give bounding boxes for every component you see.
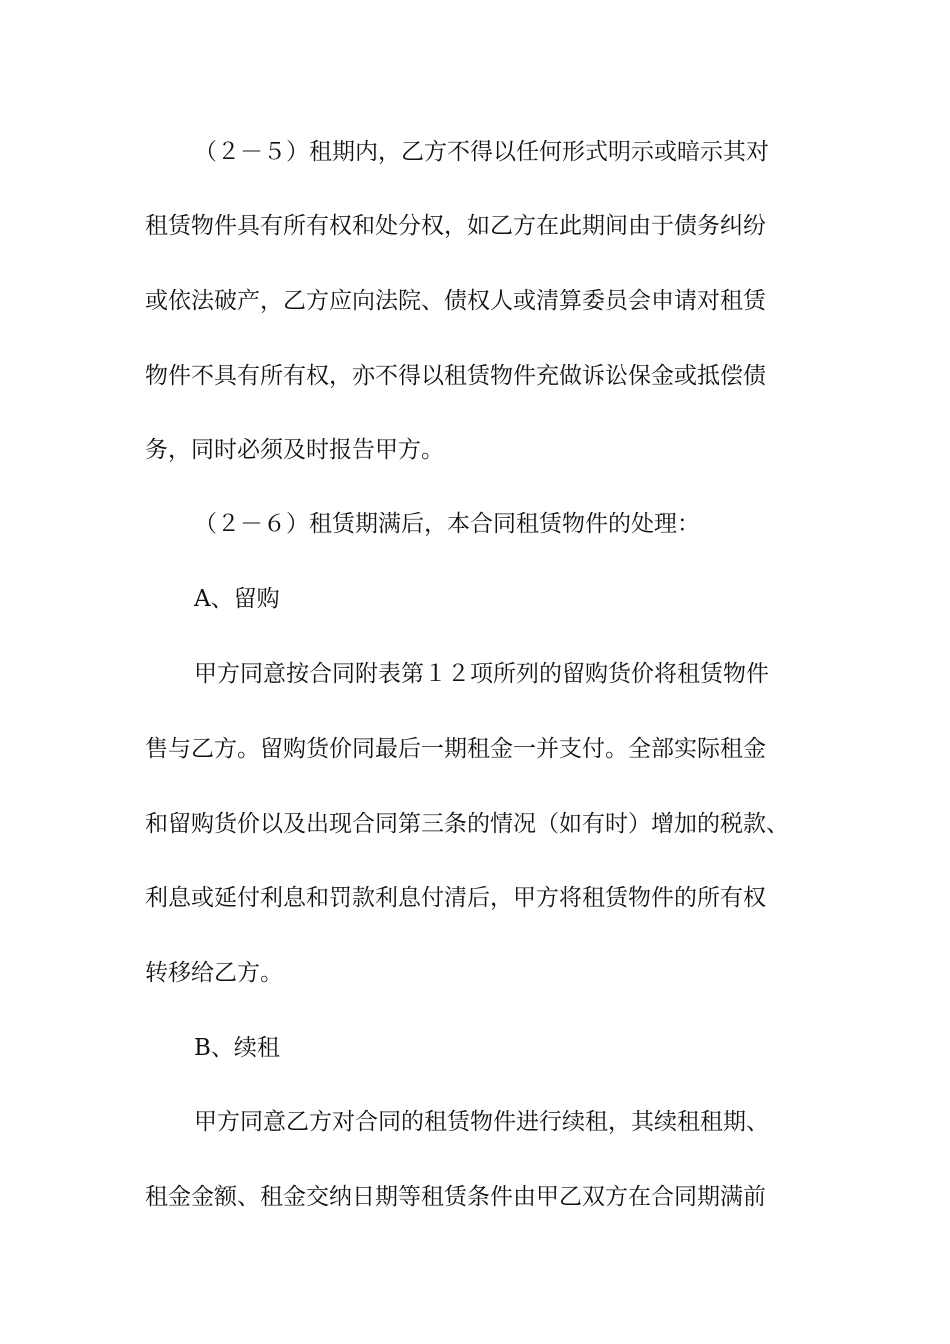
section-a-line-2: 售与乙方。留购货价同最后一期租金一并支付。全部实际租金 [145,736,766,762]
paragraph-2-6-heading: （２－６）租赁期满后，本合同租赁物件的处理： [194,511,700,537]
paragraph-2-5-line-3: 或依法破产，乙方应向法院、债权人或清算委员会申请对租赁 [145,288,766,314]
section-a-heading: A、留购 [194,586,280,612]
section-b-heading: B、续租 [194,1035,280,1061]
section-a-line-1: 甲方同意按合同附表第１２项所列的留购货价将租赁物件 [194,661,769,687]
paragraph-2-5-line-1: （２－５）租期内，乙方不得以任何形式明示或暗示其对 [194,139,769,165]
section-a-line-4: 利息或延付利息和罚款利息付清后，甲方将租赁物件的所有权 [145,885,766,911]
section-b-line-2: 租金金额、租金交纳日期等租赁条件由甲乙双方在合同期满前 [145,1184,766,1210]
section-a-line-3: 和留购货价以及出现合同第三条的情况（如有时）增加的税款、 [145,811,789,837]
section-b-line-1: 甲方同意乙方对合同的租赁物件进行续租，其续租租期、 [194,1109,769,1135]
paragraph-2-5-line-4: 物件不具有所有权，亦不得以租赁物件充做诉讼保金或抵偿债 [145,363,766,389]
paragraph-2-5-line-2: 租赁物件具有所有权和处分权，如乙方在此期间由于债务纠纷 [145,213,766,239]
paragraph-2-5-line-5: 务，同时必须及时报告甲方。 [145,437,444,463]
section-a-line-5: 转移给乙方。 [145,960,283,986]
